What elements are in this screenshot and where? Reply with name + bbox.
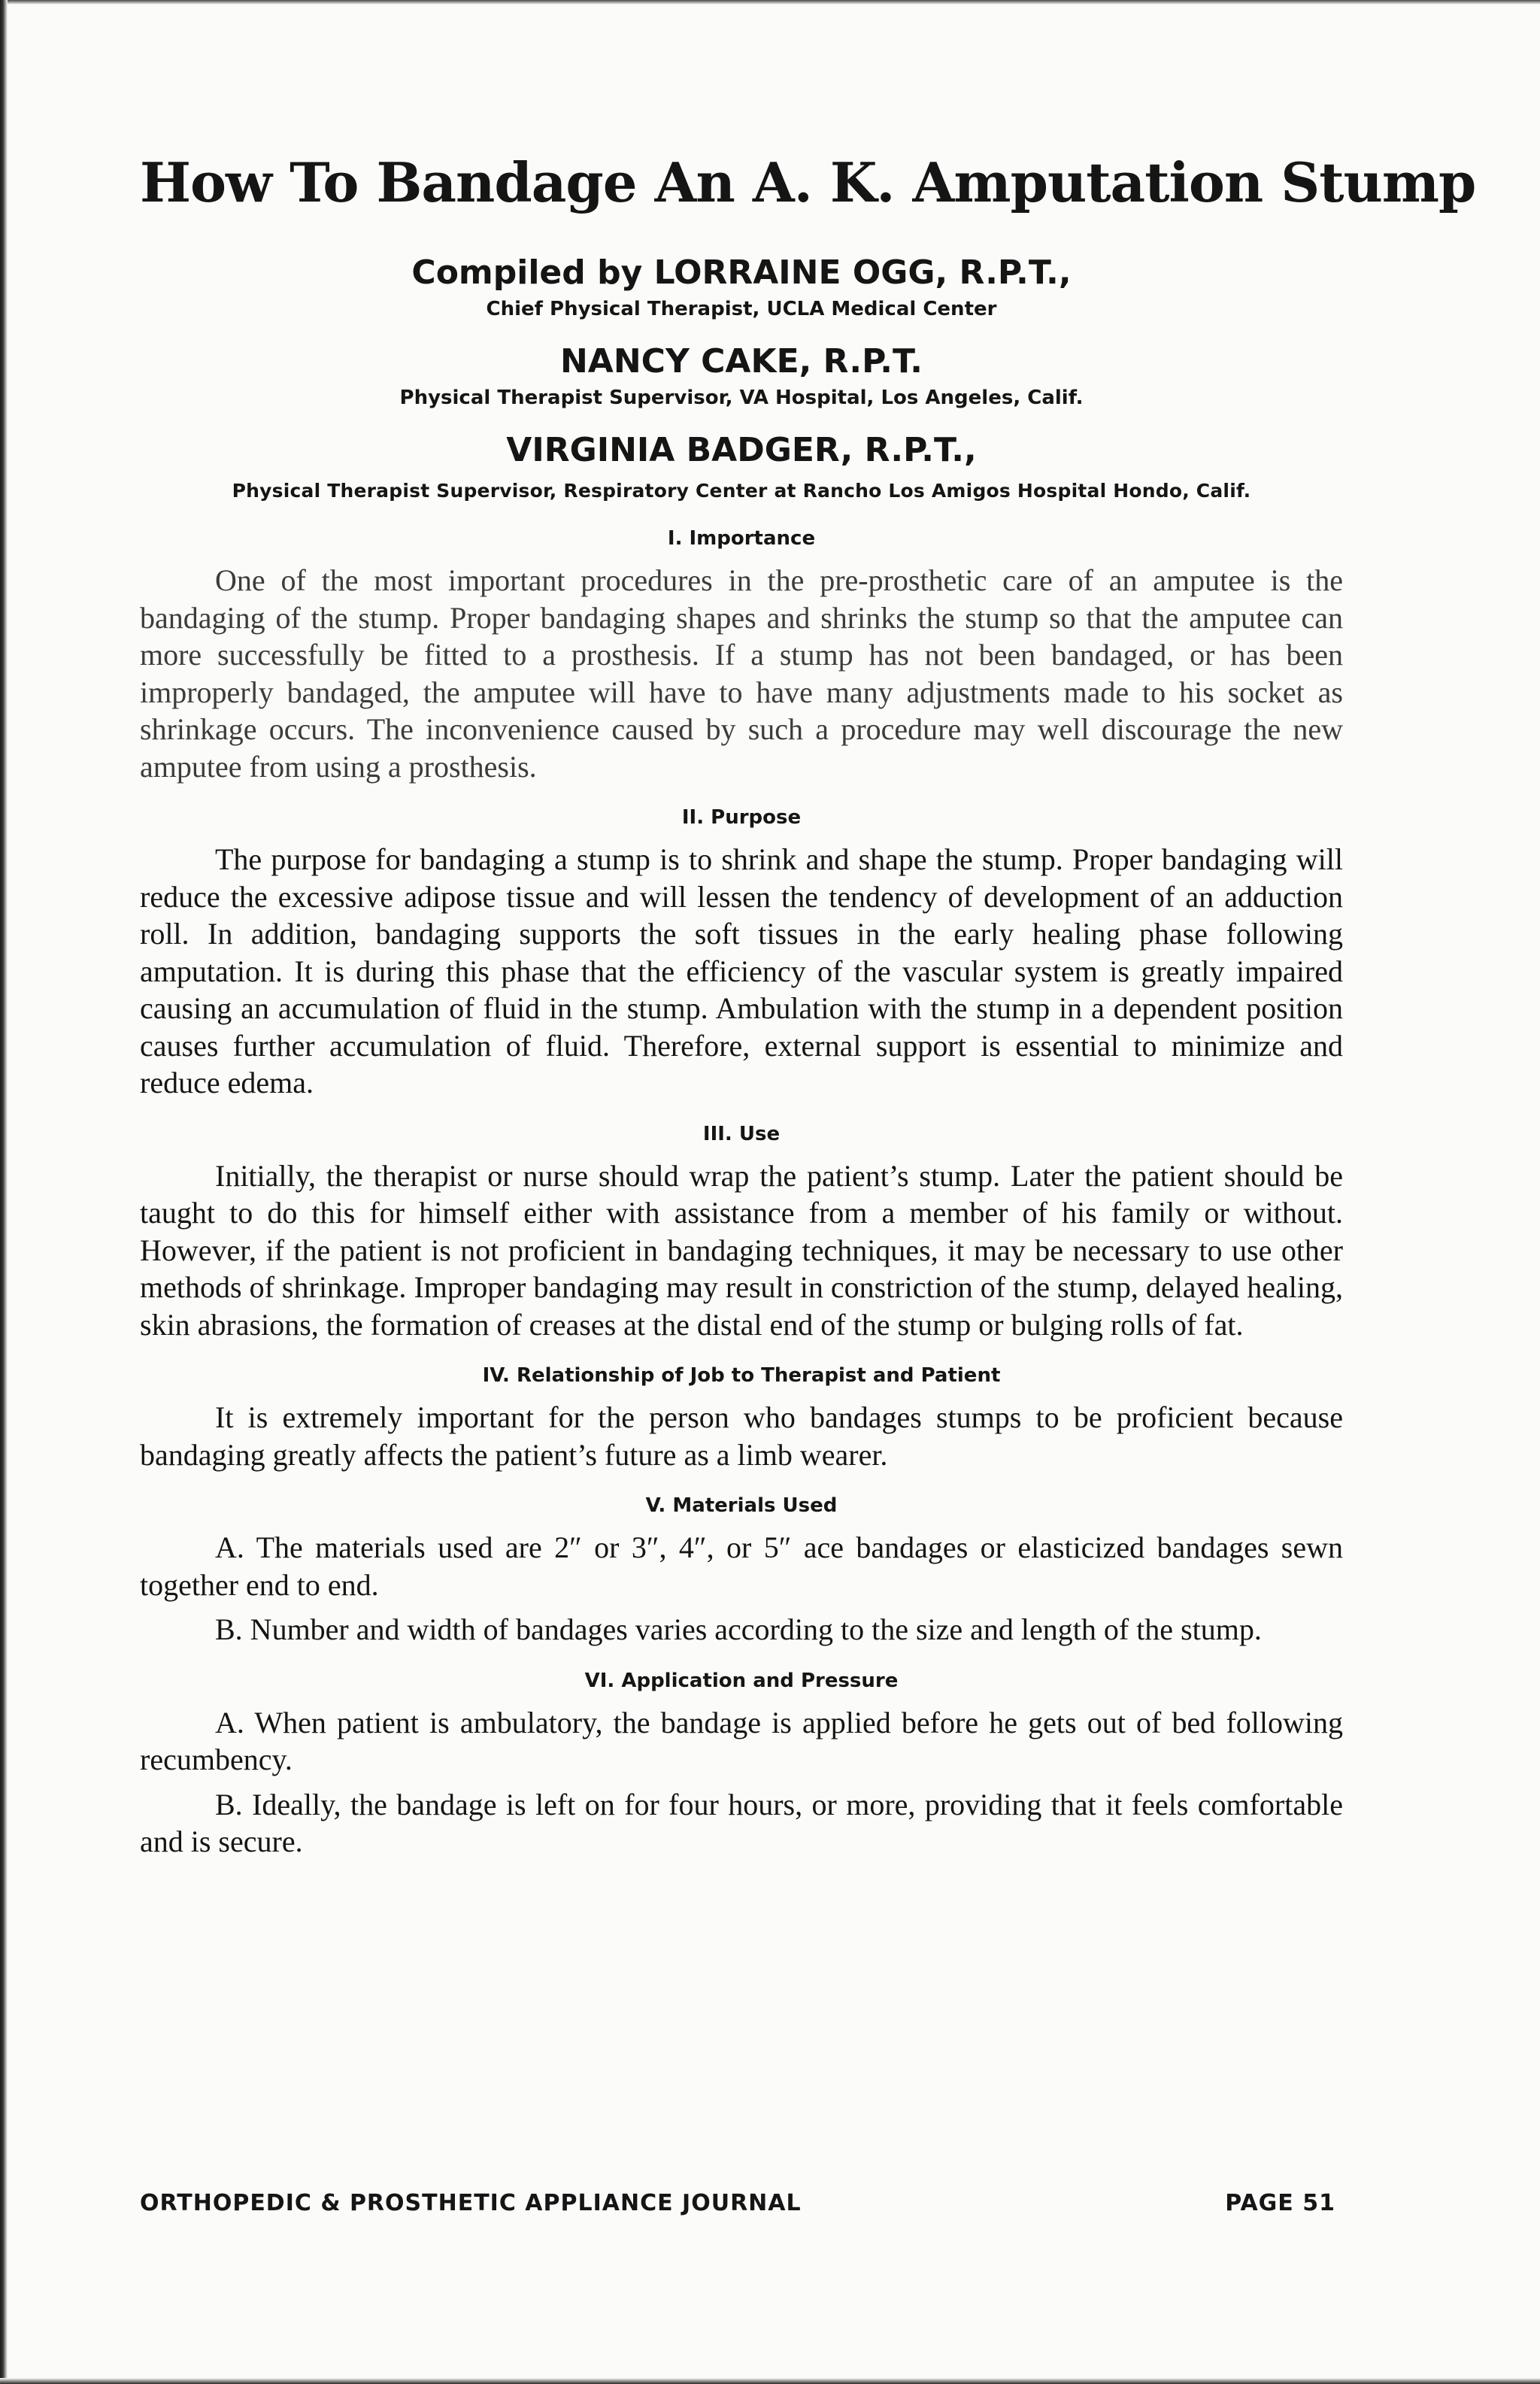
section-purpose-text: The purpose for bandaging a stump is to shrink and shape the stump. Proper bandaging will reduce the excessive adipose tissue and will lessen the tendency of development of an adduction roll. In addition, bandaging supports the soft tissues in the early healing phase following amputation. It is during this phase that the efficiency of the vascular system is greatly impaired causing an accumulation of fluid in the stump. Ambulation with the stump in a dependent position causes further accumulation of fluid. Therefore, external support is essential to minimize and reduce edema.	[140, 842, 1343, 1099]
author-1	[140, 252, 1343, 294]
section-relationship-heading: IV. Relationship of Job to Therapist and Patient	[482, 1364, 1001, 1387]
section-purpose-heading: II. Purpose	[681, 806, 802, 829]
section-materials-heading: V. Materials Used	[645, 1494, 838, 1517]
page-number: PAGE 51	[1225, 2190, 1335, 2216]
section-relationship-text: It is extremely important for the person who bandages stumps to be proficient because bandaging greatly affects the patient’s future as a limb wearer.	[140, 1400, 1343, 1472]
author-3-name: VIRGINIA BADGER, R.P.T.,	[506, 431, 977, 469]
section-importance-text: One of the most important procedures in the pre-prosthetic care of an amputee is the bandaging of the stump. Proper bandaging shapes and shrinks the stump so that the amputee can more successfully be fitted to a prosthesis. If a stump has not been bandaged, or has been improperly bandaged, the amputee will have to have many adjustments made to his socket as shrinkage occurs. The inconvenience caused by such a procedure may well discourage the new amputee from using a prosthesis.	[140, 563, 1343, 784]
section-use-text: Initially, the therapist or nurse should wrap the patient’s stump. Later the patient should be taught to do this for himself either with assistance from a member of his family or without. However, if the patient is not proficient in bandaging techniques, it may be necessary to use other methods of shrinkage. Improper bandaging may result in constriction of the stump, delayed healing, skin abrasions, the formation of creases at the distal end of the stump or bulging rolls of fat.	[140, 1158, 1343, 1342]
application-item-b: B. Ideally, the bandage is left on for four hours, or more, providing that it feels comfortable and is secure.	[140, 1787, 1343, 1858]
materials-item-a: A. The materials used are 2″ or 3″, 4″, or 5″ ace bandages or elasticized bandages sewn together end to end.	[140, 1530, 1343, 1602]
journal-name: ORTHOPEDIC & PROSTHETIC APPLIANCE JOURNAL	[140, 2190, 802, 2216]
article-body	[140, 150, 1476, 1868]
application-item-a: A. When patient is ambulatory, the bandage is applied before he gets out of bed following recumbency.	[140, 1705, 1343, 1776]
author-3-affiliation: Physical Therapist Supervisor, Respiratory Center at Rancho Los Amigos Hospital Hondo, Calif.	[232, 480, 1251, 502]
article-title: How To Bandage An A. K. Amputation Stump	[140, 150, 1476, 214]
section-use-heading: III. Use	[702, 1122, 781, 1145]
author-1-affiliation: Chief Physical Therapist, UCLA Medical Center	[486, 298, 997, 320]
scan-edge-bottom	[0, 2378, 1540, 2384]
author-2-affiliation: Physical Therapist Supervisor, VA Hospital, Los Angeles, Calif.	[399, 387, 1084, 409]
materials-item-b: B. Number and width of bandages varies according to the size and length of the stump.	[215, 1612, 1262, 1646]
author-2-name: NANCY CAKE, R.P.T.	[559, 342, 923, 381]
scan-edge-left	[0, 0, 8, 2384]
author-1-name: LORRAINE OGG, R.P.T.,	[653, 253, 1072, 292]
section-importance-heading: I. Importance	[667, 527, 816, 550]
author-1-prefix: Compiled by	[411, 253, 654, 292]
scan-edge-top	[0, 0, 1540, 5]
section-application-heading: VI. Application and Pressure	[584, 1669, 899, 1692]
